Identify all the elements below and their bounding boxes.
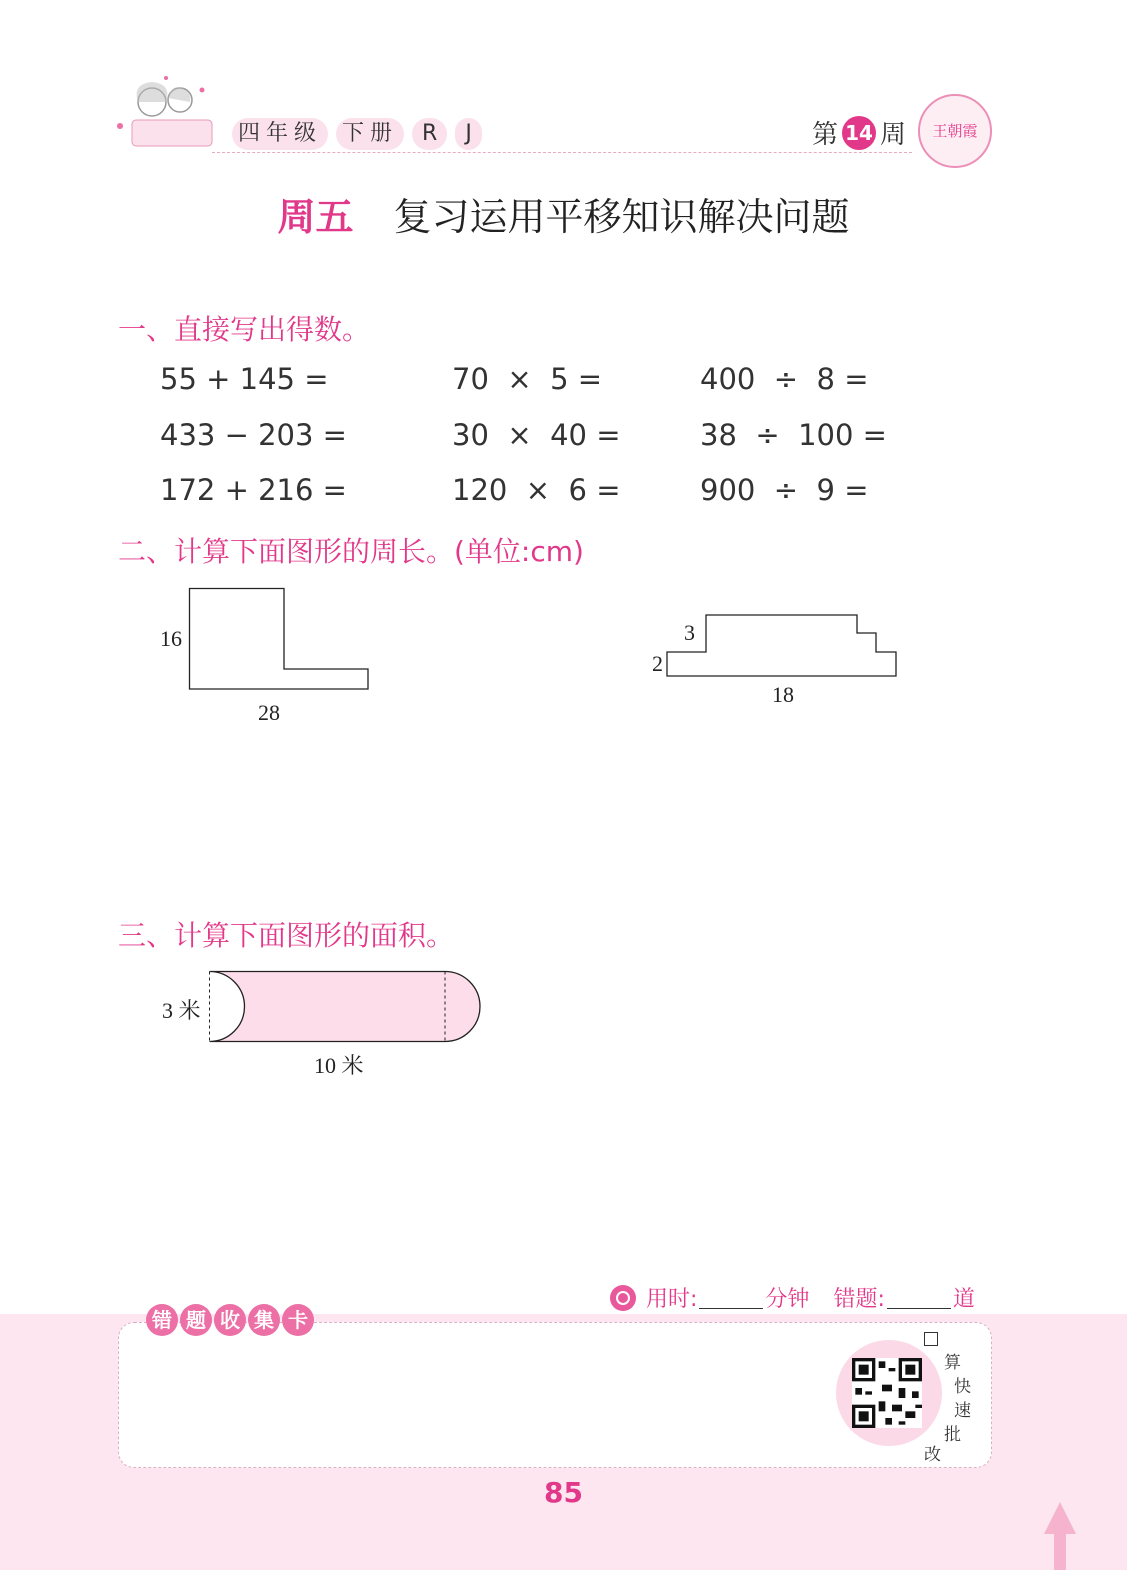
time-blank[interactable] bbox=[699, 1286, 763, 1309]
calc-3-1: 172 + 216 = bbox=[160, 473, 347, 507]
calc-2-1: 433 − 203 = bbox=[160, 418, 347, 452]
card-title-char: 题 bbox=[180, 1304, 212, 1336]
header-divider bbox=[212, 152, 912, 153]
corner-box-icon bbox=[924, 1332, 938, 1346]
fig1-height-label: 16 bbox=[160, 626, 182, 651]
fig3-height-label: 3 米 bbox=[162, 998, 201, 1023]
side-text-char: 算 bbox=[944, 1353, 961, 1373]
calc-2-3: 38 ÷ 100 = bbox=[700, 418, 887, 452]
calc-2-2: 30 × 40 = bbox=[452, 418, 621, 452]
page-title bbox=[0, 186, 1127, 241]
time-label: 用时: bbox=[646, 1287, 698, 1312]
author-stamp: 王朝霞 bbox=[918, 94, 992, 168]
fig2-base-height-label: 2 bbox=[652, 651, 663, 676]
l-shape-figure bbox=[180, 580, 380, 700]
fig3-width-label: 10 米 bbox=[314, 1053, 364, 1078]
card-title-char: 卡 bbox=[282, 1304, 314, 1336]
week-suffix: 周 bbox=[880, 120, 907, 150]
week-number-badge: 14 bbox=[842, 116, 876, 150]
page-number: 85 bbox=[544, 1476, 583, 1509]
fig1-width-label: 28 bbox=[258, 700, 280, 725]
calc-3-2: 120 × 6 = bbox=[452, 473, 621, 507]
errors-unit: 道 bbox=[952, 1287, 975, 1312]
calc-1-3: 400 ÷ 8 = bbox=[700, 362, 869, 396]
grade-info bbox=[232, 118, 482, 150]
card-title-char: 错 bbox=[146, 1304, 178, 1336]
fig2-step-label: 3 bbox=[684, 620, 695, 645]
fig2-width-label: 18 bbox=[772, 682, 794, 707]
minutes-label: 分钟 bbox=[765, 1287, 810, 1312]
card-title bbox=[146, 1304, 314, 1336]
qr-code-icon[interactable] bbox=[852, 1358, 922, 1428]
title-topic: 复习运用平移知识解决问题 bbox=[393, 195, 850, 239]
calc-1-1: 55 + 145 = bbox=[160, 362, 329, 396]
errors-label: 错题: bbox=[833, 1287, 885, 1312]
errors-blank[interactable] bbox=[887, 1286, 951, 1309]
section1-heading: 一、直接写出得数。 bbox=[118, 313, 371, 346]
side-text-char: 批 bbox=[944, 1425, 961, 1445]
edition-label-j: J bbox=[455, 118, 482, 150]
stepped-figure bbox=[660, 608, 905, 684]
week-prefix: 第 bbox=[812, 120, 839, 150]
card-title-char: 集 bbox=[248, 1304, 280, 1336]
section3-heading: 三、计算下面图形的面积。 bbox=[118, 919, 455, 952]
semicircle-rectangle-figure bbox=[200, 962, 490, 1052]
week-indicator bbox=[812, 114, 906, 151]
section2-heading: 二、计算下面图形的周长。(单位:cm) bbox=[118, 535, 584, 568]
time-error-record bbox=[610, 1282, 975, 1313]
children-reading-illustration bbox=[112, 72, 222, 158]
calc-3-3: 900 ÷ 9 = bbox=[700, 473, 869, 507]
grade-label: 四年级 bbox=[232, 118, 328, 150]
card-title-char: 收 bbox=[214, 1304, 246, 1336]
edition-label-r: R bbox=[412, 118, 447, 150]
title-day: 周五 bbox=[277, 195, 354, 239]
volume-label: 下册 bbox=[336, 118, 404, 150]
side-text-char: 速 bbox=[954, 1401, 971, 1421]
side-text-char: 快 bbox=[954, 1377, 971, 1397]
up-arrow-icon bbox=[1040, 1500, 1080, 1570]
side-text-char: 改 bbox=[924, 1445, 941, 1465]
calc-1-2: 70 × 5 = bbox=[452, 362, 603, 396]
stopwatch-icon bbox=[610, 1285, 636, 1311]
